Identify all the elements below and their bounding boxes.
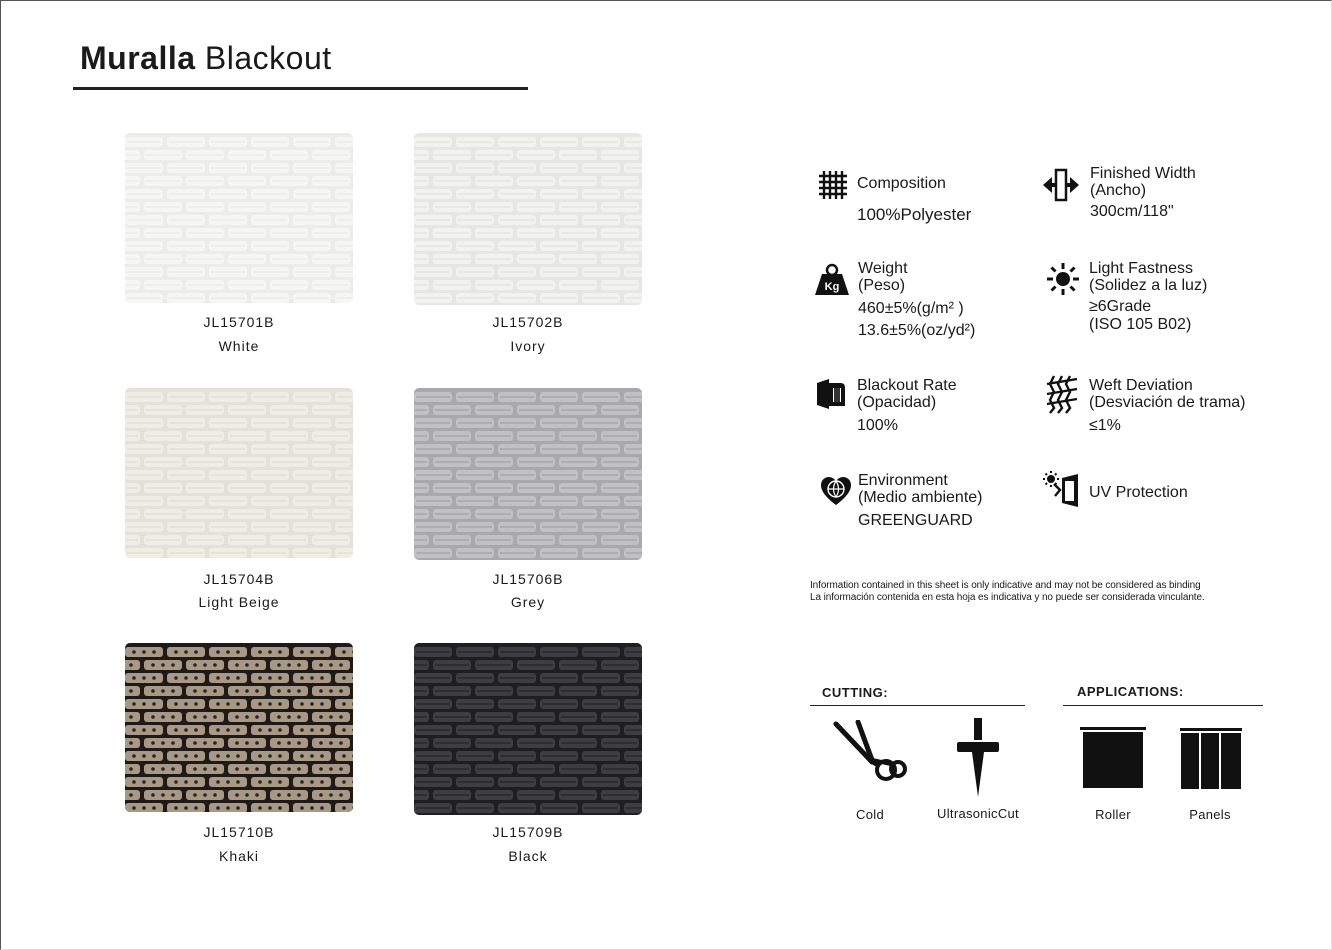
weave-dot xyxy=(236,702,240,706)
weave-dot xyxy=(297,767,301,771)
spec-label: Light Fastness xyxy=(1089,260,1194,277)
title-underline xyxy=(73,87,528,90)
cutting-title: CUTTING: xyxy=(822,685,889,700)
weave-dot xyxy=(278,650,282,654)
spec-value: 300cm/118" xyxy=(1090,203,1174,220)
weave-dot xyxy=(287,767,291,771)
weave-dot xyxy=(277,689,281,693)
weave-dot xyxy=(236,754,240,758)
weave-dot xyxy=(277,741,281,745)
weave-dot xyxy=(216,754,220,758)
spec-label: Blackout Rate xyxy=(857,377,957,394)
weave-dot xyxy=(226,702,230,706)
spec-value: 100%Polyester xyxy=(857,205,972,224)
spec-label-es: (Desviación de trama) xyxy=(1089,394,1246,411)
weave-dot xyxy=(216,650,220,654)
weave-dot xyxy=(339,767,343,771)
weave-dot xyxy=(297,793,301,797)
tool-label: Roller xyxy=(1095,807,1131,822)
weft-icon xyxy=(1046,374,1078,414)
swatch-black xyxy=(414,643,642,815)
weave-dot xyxy=(339,741,343,745)
weave-dot xyxy=(342,650,346,654)
tool-label: Cold xyxy=(856,807,884,822)
weave-dot xyxy=(151,741,155,745)
weave-dot xyxy=(132,702,136,706)
weave-dot xyxy=(339,715,343,719)
weave-dot xyxy=(171,715,175,719)
weave-dot xyxy=(213,689,217,693)
weave-dot xyxy=(216,702,220,706)
spec-label-es: (Solidez a la luz) xyxy=(1089,277,1208,294)
weave-dot xyxy=(216,780,220,784)
swatch-name: White xyxy=(218,338,260,354)
weave-dot xyxy=(258,728,262,732)
scissors-icon xyxy=(832,720,908,784)
weave-dot xyxy=(319,689,323,693)
weave-dot xyxy=(161,715,165,719)
weave-dot xyxy=(297,689,301,693)
weave-dot xyxy=(300,702,304,706)
weave-dot xyxy=(236,806,240,810)
weave-dot xyxy=(184,650,188,654)
weave-dot xyxy=(300,728,304,732)
weave-dot xyxy=(184,702,188,706)
swatch-light-beige xyxy=(125,388,353,558)
weave-dot xyxy=(152,806,156,810)
swatch-code: JL15710B xyxy=(203,824,275,840)
spec-value-2: 13.6±5%(oz/yd²) xyxy=(858,322,976,339)
swatch-light-beige-texture xyxy=(125,388,353,558)
swatch-code: JL15709B xyxy=(492,824,564,840)
weave-dot xyxy=(226,754,230,758)
weave-dot xyxy=(329,663,333,667)
weave-dot xyxy=(342,676,346,680)
weave-dot xyxy=(278,702,282,706)
weave-dot xyxy=(278,780,282,784)
swatch-code: JL15706B xyxy=(492,571,564,587)
weave-dot xyxy=(203,793,207,797)
weave-dot xyxy=(287,715,291,719)
weave-dot xyxy=(329,741,333,745)
swatch-name: Black xyxy=(508,848,548,864)
weave-dot xyxy=(129,767,133,771)
weave-dot xyxy=(171,793,175,797)
weave-dot xyxy=(329,715,333,719)
weave-dot xyxy=(258,806,262,810)
weave-dot xyxy=(129,689,133,693)
weave-dot xyxy=(258,702,262,706)
weave-dot xyxy=(152,702,156,706)
weave-dot xyxy=(132,806,136,810)
swatch-name: Light Beige xyxy=(198,594,280,610)
spec-label: Weight xyxy=(858,260,908,277)
weave-dot xyxy=(161,663,165,667)
weave-dot xyxy=(193,663,197,667)
weave-dot xyxy=(132,728,136,732)
weave-dot xyxy=(161,741,165,745)
weave-dot xyxy=(329,767,333,771)
swatch-khaki xyxy=(125,643,353,812)
spec-composition xyxy=(857,175,971,226)
svg-text:Kg: Kg xyxy=(824,281,840,293)
weave-dot xyxy=(310,728,314,732)
weave-dot xyxy=(319,715,323,719)
weave-dot xyxy=(310,676,314,680)
weave-dot xyxy=(171,689,175,693)
weave-dot xyxy=(174,728,178,732)
weave-dot xyxy=(216,676,220,680)
weave-dot xyxy=(213,767,217,771)
weave-dot xyxy=(278,806,282,810)
weave-dot xyxy=(213,715,217,719)
weave-dot xyxy=(194,754,198,758)
weave-dot xyxy=(161,793,165,797)
weave-dot xyxy=(268,806,272,810)
weave-dot xyxy=(184,676,188,680)
weave-dot xyxy=(245,715,249,719)
spec-label-es: (Medio ambiente) xyxy=(858,489,983,506)
weave-dot xyxy=(255,767,259,771)
weave-dot xyxy=(193,767,197,771)
weave-dot xyxy=(320,806,324,810)
weave-dot xyxy=(245,767,249,771)
weave-dot xyxy=(277,767,281,771)
weave-dot xyxy=(193,793,197,797)
weave-dot xyxy=(255,663,259,667)
disclaimer xyxy=(810,580,1205,604)
weave-dot xyxy=(142,728,146,732)
weave-dot xyxy=(258,676,262,680)
spec-label: UV Protection xyxy=(1089,484,1188,501)
weave-dot xyxy=(268,754,272,758)
weave-dot xyxy=(258,650,262,654)
weave-dot xyxy=(310,650,314,654)
weave-dot xyxy=(184,728,188,732)
swatch-ivory-texture xyxy=(414,133,642,305)
spec-weft xyxy=(1089,377,1246,437)
spec-value: GREENGUARD xyxy=(858,512,973,529)
weave-dot xyxy=(132,676,136,680)
weave-dot xyxy=(310,780,314,784)
weave-dot xyxy=(342,806,346,810)
weave-dot xyxy=(193,715,197,719)
weave-dot xyxy=(278,676,282,680)
swatch-name: Ivory xyxy=(510,338,546,354)
disclaimer-en: Information contained in this sheet is only indicative and may not be considered as binding xyxy=(810,580,1201,591)
weave-dot xyxy=(329,689,333,693)
weave-dot xyxy=(255,741,259,745)
weave-dot xyxy=(300,754,304,758)
swatch-name: Khaki xyxy=(218,848,260,864)
weave-dot xyxy=(194,728,198,732)
weave-dot xyxy=(226,780,230,784)
applications-title: APPLICATIONS: xyxy=(1077,684,1184,699)
globe-heart-icon xyxy=(820,475,852,507)
weave-dot xyxy=(300,806,304,810)
spec-light-fastness xyxy=(1089,260,1207,334)
spec-blackout xyxy=(857,377,957,437)
weave-dot xyxy=(255,715,259,719)
weave-dot xyxy=(300,780,304,784)
spec-label-es: (Peso) xyxy=(858,277,906,294)
weave-dot xyxy=(151,663,155,667)
weave-dot xyxy=(151,767,155,771)
weave-dot xyxy=(151,715,155,719)
weave-dot xyxy=(142,702,146,706)
weave-dot xyxy=(300,676,304,680)
spec-value: ≥6Grade xyxy=(1089,298,1152,315)
weave-dot xyxy=(174,806,178,810)
weave-dot xyxy=(174,780,178,784)
weave-dot xyxy=(310,702,314,706)
swatch-khaki-texture xyxy=(125,643,353,812)
weave-dot xyxy=(268,650,272,654)
weave-dot xyxy=(194,650,198,654)
weave-dot xyxy=(310,754,314,758)
weave-dot xyxy=(342,754,346,758)
weave-dot xyxy=(132,650,136,654)
weave-dot xyxy=(339,793,343,797)
weave-dot xyxy=(297,741,301,745)
spec-weight xyxy=(858,260,975,342)
weave-dot xyxy=(174,754,178,758)
spec-value: 100% xyxy=(857,417,898,434)
weave-dot xyxy=(132,754,136,758)
weave-dot xyxy=(278,754,282,758)
weave-dot xyxy=(268,728,272,732)
weave-dot xyxy=(236,676,240,680)
weave-dot xyxy=(132,780,136,784)
weight-kg-icon xyxy=(814,263,850,297)
weave-dot xyxy=(152,754,156,758)
blackout-icon xyxy=(815,378,847,410)
spec-uv xyxy=(1089,484,1188,501)
swatch-ivory xyxy=(414,133,642,305)
tool-label: UltrasonicCut xyxy=(937,806,1019,821)
weave-dot xyxy=(213,663,217,667)
swatch-code: JL15704B xyxy=(203,571,275,587)
spec-label: Composition xyxy=(857,175,946,192)
weave-dot xyxy=(203,715,207,719)
weave-dot xyxy=(142,676,146,680)
width-arrows-icon xyxy=(1042,168,1080,202)
weave-dot xyxy=(287,793,291,797)
weave-dot xyxy=(174,702,178,706)
weave-dot xyxy=(235,689,239,693)
weave-dot xyxy=(152,780,156,784)
uv-window-icon xyxy=(1042,470,1080,508)
weave-dot xyxy=(203,689,207,693)
weave-dot xyxy=(203,741,207,745)
weave-dot xyxy=(171,741,175,745)
weave-dot xyxy=(161,689,165,693)
weave-dot xyxy=(129,715,133,719)
swatch-name: Grey xyxy=(510,594,546,610)
weave-dot xyxy=(129,793,133,797)
weave-dot xyxy=(342,780,346,784)
swatch-code: JL15702B xyxy=(492,314,564,330)
weave-dot xyxy=(203,767,207,771)
weave-dot xyxy=(287,663,291,667)
spec-label: Finished Width xyxy=(1090,165,1196,182)
weave-dot xyxy=(171,663,175,667)
weave-dot xyxy=(310,806,314,810)
swatch-code: JL15701B xyxy=(203,314,275,330)
weave-dot xyxy=(184,780,188,784)
weave-dot xyxy=(152,728,156,732)
weave-dot xyxy=(342,728,346,732)
weave-dot xyxy=(278,728,282,732)
applications-rule xyxy=(1063,705,1263,706)
weave-dot xyxy=(236,728,240,732)
weave-dot xyxy=(174,676,178,680)
weave-dot xyxy=(319,663,323,667)
swatch-white xyxy=(125,133,353,303)
weave-dot xyxy=(320,728,324,732)
weave-dot xyxy=(184,806,188,810)
weave-dot xyxy=(226,806,230,810)
swatch-white-texture xyxy=(125,133,353,303)
product-name: Blackout xyxy=(204,40,332,76)
weave-dot xyxy=(320,754,324,758)
weave-dot xyxy=(142,754,146,758)
weave-dot xyxy=(193,741,197,745)
weave-dot xyxy=(194,780,198,784)
weave-dot xyxy=(297,715,301,719)
weave-dot xyxy=(151,689,155,693)
weave-dot xyxy=(245,741,249,745)
grid-icon xyxy=(818,170,848,200)
weave-dot xyxy=(245,689,249,693)
weave-dot xyxy=(255,793,259,797)
spec-value: ≤1% xyxy=(1089,417,1121,434)
tool-label: Panels xyxy=(1189,807,1231,822)
weave-dot xyxy=(213,741,217,745)
weave-dot xyxy=(194,676,198,680)
weave-dot xyxy=(339,689,343,693)
weave-dot xyxy=(226,676,230,680)
weave-dot xyxy=(300,650,304,654)
weave-dot xyxy=(329,793,333,797)
weave-dot xyxy=(152,650,156,654)
panels-icon xyxy=(1180,728,1242,790)
weave-dot xyxy=(277,715,281,719)
weave-dot xyxy=(277,793,281,797)
sun-icon xyxy=(1046,262,1080,296)
weave-dot xyxy=(216,806,220,810)
weave-dot xyxy=(193,689,197,693)
roller-blind-icon xyxy=(1080,727,1146,789)
weave-dot xyxy=(226,728,230,732)
swatch-grey xyxy=(414,388,642,560)
weave-dot xyxy=(142,650,146,654)
weave-dot xyxy=(161,767,165,771)
weave-dot xyxy=(235,715,239,719)
weave-dot xyxy=(320,780,324,784)
weave-dot xyxy=(255,689,259,693)
weave-dot xyxy=(258,780,262,784)
weave-dot xyxy=(236,780,240,784)
page-title xyxy=(80,40,332,77)
spec-value-2: (ISO 105 B02) xyxy=(1089,316,1192,333)
weave-dot xyxy=(235,663,239,667)
cutting-rule xyxy=(810,705,1025,706)
weave-dot xyxy=(245,793,249,797)
weave-dot xyxy=(320,702,324,706)
weave-dot xyxy=(319,767,323,771)
spec-value: 460±5%(g/m² ) xyxy=(858,300,964,317)
spec-environment xyxy=(858,472,983,532)
weave-dot xyxy=(268,702,272,706)
weave-dot xyxy=(203,663,207,667)
swatch-grey-texture xyxy=(414,388,642,560)
weave-dot xyxy=(152,676,156,680)
weave-dot xyxy=(319,793,323,797)
weave-dot xyxy=(297,663,301,667)
weave-dot xyxy=(129,741,133,745)
weave-dot xyxy=(320,676,324,680)
spec-label: Environment xyxy=(858,472,948,489)
weave-dot xyxy=(235,793,239,797)
disclaimer-es: La información contenida en esta hoja es indicativa y no puede ser considerada vinculante. xyxy=(810,592,1205,603)
weave-dot xyxy=(268,780,272,784)
weave-dot xyxy=(320,650,324,654)
swatch-black-texture xyxy=(414,643,642,815)
weave-dot xyxy=(245,663,249,667)
weave-dot xyxy=(339,663,343,667)
weave-dot xyxy=(142,780,146,784)
ultrasonic-cut-icon xyxy=(955,716,1001,798)
weave-dot xyxy=(319,741,323,745)
weave-dot xyxy=(235,741,239,745)
spec-label-es: (Opacidad) xyxy=(857,394,937,411)
spec-label: Weft Deviation xyxy=(1089,377,1193,394)
weave-dot xyxy=(287,741,291,745)
weave-dot xyxy=(268,676,272,680)
weave-dot xyxy=(342,702,346,706)
spec-width xyxy=(1090,165,1196,223)
weave-dot xyxy=(258,754,262,758)
weave-dot xyxy=(213,793,217,797)
weave-dot xyxy=(184,754,188,758)
weave-dot xyxy=(171,767,175,771)
weave-dot xyxy=(277,663,281,667)
brand-name: Muralla xyxy=(80,40,196,76)
weave-dot xyxy=(226,650,230,654)
weave-dot xyxy=(174,650,178,654)
weave-dot xyxy=(236,650,240,654)
spec-label-es: (Ancho) xyxy=(1090,182,1147,199)
weave-dot xyxy=(151,793,155,797)
weave-dot xyxy=(194,806,198,810)
weave-dot xyxy=(287,689,291,693)
weave-dot xyxy=(129,663,133,667)
weave-dot xyxy=(194,702,198,706)
weave-dot xyxy=(216,728,220,732)
weave-dot xyxy=(235,767,239,771)
weave-dot xyxy=(142,806,146,810)
